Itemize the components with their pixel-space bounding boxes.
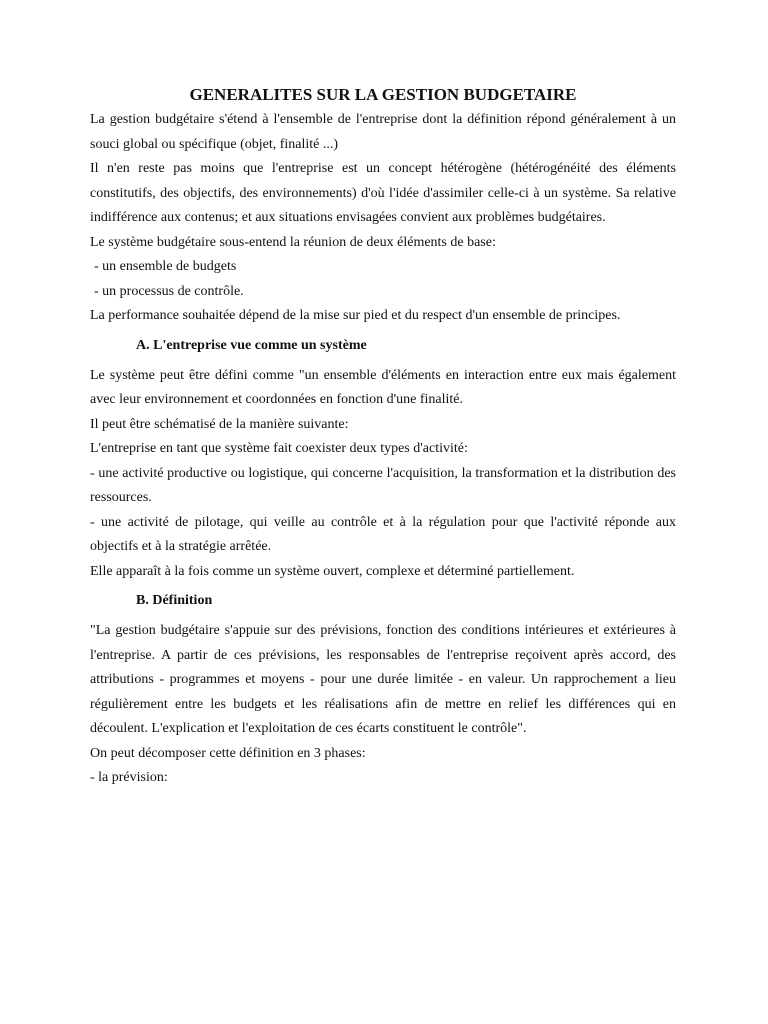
paragraph: Il n'en reste pas moins que l'entreprise est un concept hétérogène (hétérogénéité des éléments constitutifs, des objectifs, des environnements) d'où l'idée d'assimiler celle-ci à un système. Sa relative indifférence aux contenus; et aux situations envisagées convient aux problèmes budgétaires. — [90, 161, 676, 225]
paragraph: La performance souhaitée dépend de la mise sur pied et du respect d'un ensemble de principes. — [90, 308, 621, 323]
page-title: GENERALITES SUR LA GESTION BUDGETAIRE — [189, 85, 577, 104]
paragraph: L'entreprise en tant que système fait coexister deux types d'activité: — [90, 441, 468, 456]
paragraph: Il peut être schématisé de la manière suivante: — [90, 416, 349, 432]
paragraph: - la prévision: — [90, 770, 168, 785]
paragraph: "La gestion budgétaire s'appuie sur des prévisions, fonction des conditions intérieures et extérieures à l'entreprise. A partir de ces prévisions, les responsables de l'entreprise reçoivent après accord, des attributions - programmes et moyens - pour une durée limitée - en valeur. Un rapprochement a lieu régulièrement entre les budgets et les réalisations afin de mettre en relief les différences qui en découlent. L'explication et l'exploitation de ces écarts constituent le contrôle". — [90, 623, 676, 736]
section-heading-b: B. Définition — [136, 593, 213, 608]
list-item: - un processus de contrôle. — [94, 283, 244, 299]
paragraph: La gestion budgétaire s'étend à l'ensemble de l'entreprise dont la définition répond généralement à un souci global ou spécifique (objet, finalité ...) — [90, 112, 676, 152]
paragraph: On peut décomposer cette définition en 3 phases: — [90, 745, 366, 761]
paragraph: Le système budgétaire sous-entend la réunion de deux éléments de base: — [90, 234, 496, 250]
section-heading-a: A. L'entreprise vue comme un système — [136, 337, 367, 353]
paragraph: Le système peut être défini comme "un ensemble d'éléments en interaction entre eux mais également avec leur environnement et coordonnées en fonction d'une finalité. — [90, 367, 676, 407]
paragraph: Elle apparaît à la fois comme un système ouvert, complexe et déterminé partiellement. — [90, 563, 575, 579]
paragraph: - une activité de pilotage, qui veille au contrôle et à la régulation pour que l'activité réponde aux objectifs et à la stratégie arrêtée. — [90, 514, 676, 554]
list-item: - un ensemble de budgets — [94, 259, 237, 274]
paragraph: - une activité productive ou logistique, qui concerne l'acquisition, la transformation et la distribution des ressources. — [90, 465, 676, 505]
